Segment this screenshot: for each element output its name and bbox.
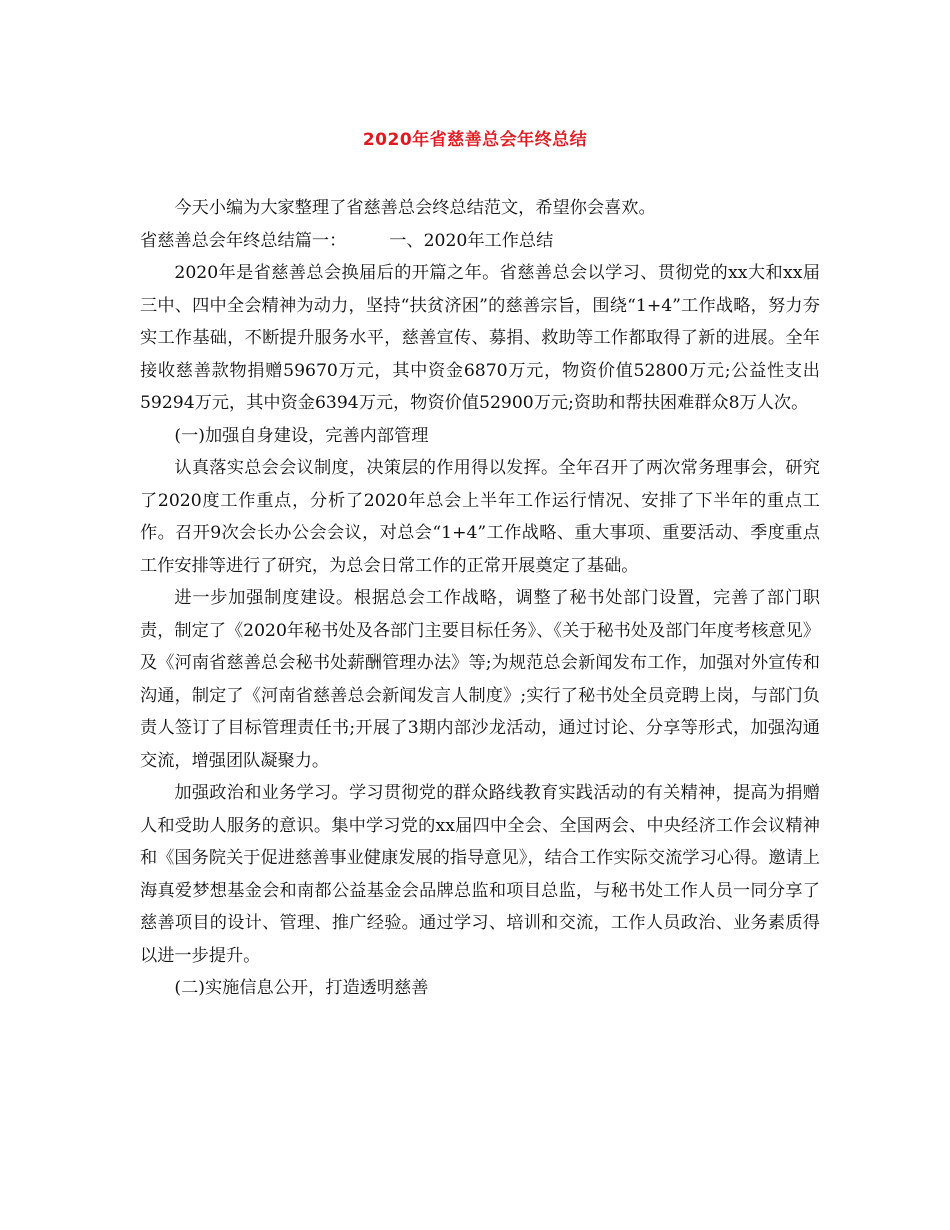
paragraph-study: 加强政治和业务学习。学习贯彻党的群众路线教育实践活动的有关精神，提高为捐赠人和受助人服务的意识。集中学习党的xx届四中全会、全国两会、中央经济工作会议精神和《国务院关于促进慈善事业健康发展的指导意见》，结合工作实际交流学习心得。邀请上海真爱梦想基金会和南都公益基金会品牌总监和项目总监，与秘书处工作人员一同分享了慈善项目的设计、管理、推广经验。通过学习、培训和交流，工作人员政治、业务素质得以进一步提升。 [140,783,820,966]
paragraph-meetings: 认真落实总会会议制度，决策层的作用得以发挥。全年召开了两次常务理事会，研究了2020度工作重点，分析了2020年总会上半年工作运行情况、安排了下半年的重点工作。召开9次会长办公会会议，对总会“1+4”工作战略、重大事项、重要活动、季度重点工作安排等进行了研究，为总会日常工作的正常开展奠定了基础。 [140,458,820,576]
subheading-internal-management: (一)加强自身建设，完善内部管理 [174,425,429,446]
section-heading: 省慈善总会年终总结篇一： 一、2020年工作总结 [140,230,554,251]
subheading-transparency: (二)实施信息公开，打造透明慈善 [174,978,429,998]
intro-paragraph: 今天小编为大家整理了省慈善总会终总结范文，希望你会喜欢。 [174,198,656,218]
document-title: 2020年省慈善总会年终总结 [362,130,588,150]
paragraph-overview: 2020年是省慈善总会换届后的开篇之年。省慈善总会以学习、贯彻党的xx大和xx届三中、四中全会精神为动力，坚持“扶贫济困”的慈善宗旨，围绕“1+4”工作战略，努力夯实工作基础，不断提升服务水平，慈善宣传、募捐、救助等工作都取得了新的进展。全年接收慈善款物捐赠59670万元，其中资金6870万元，物资价值52800万元;公益性支出59294万元，其中资金6394万元，物资价值52900万元;资助和帮扶困难群众8万人次。 [140,263,820,413]
paragraph-systems: 进一步加强制度建设。根据总会工作战略，调整了秘书处部门设置，完善了部门职责，制定了《2020年秘书处及各部门主要目标任务》、《关于秘书处及部门年度考核意见》及《河南省慈善总会秘书处薪酬管理办法》等;为规范总会新闻发布工作，加强对外宣传和沟通，制定了《河南省慈善总会新闻发言人制度》;实行了秘书处全员竞聘上岗，与部门负责人签订了目标管理责任书;开展了3期内部沙龙活动，通过讨论、分享等形式，加强沟通交流，增强团队凝聚力。 [140,588,820,771]
document-body [140,192,820,1005]
